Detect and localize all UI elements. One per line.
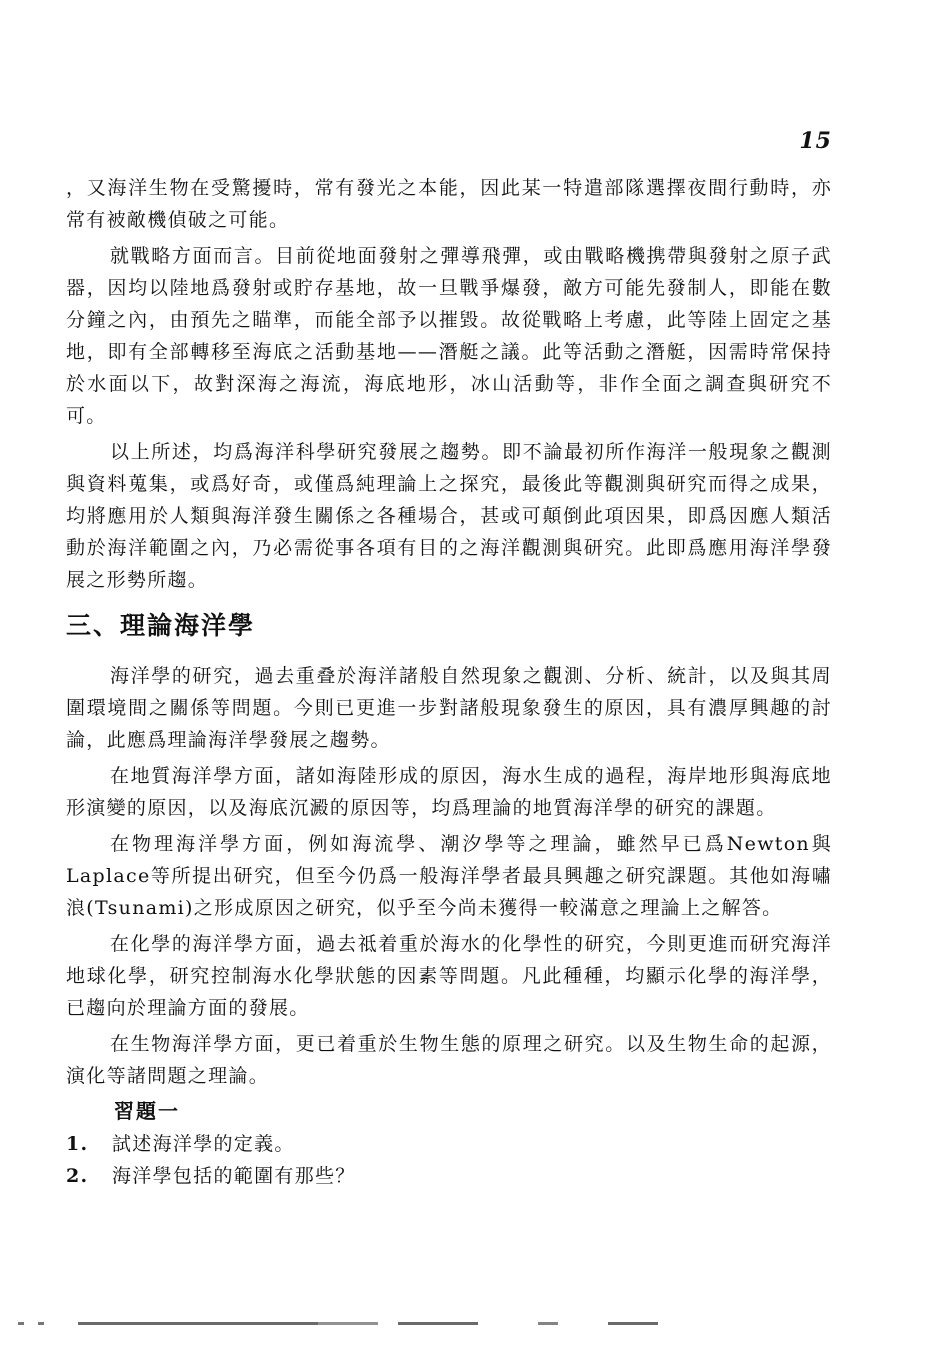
paragraph-theory-intro: 海洋學的研究，過去重叠於海洋諸般自然現象之觀測、分析、統計，以及與其周圍環境間之關係等問題。今則已更進一步對諸般現象發生的原因，具有濃厚興趣的討論，此應爲理論海洋學發展之趨勢。 <box>66 665 832 751</box>
paragraph-geological: 在地質海洋學方面，諸如海陸形成的原因，海水生成的過程，海岸地形與海底地形演變的原因，以及海底沉澱的原因等，均爲理論的地質海洋學的研究的課題。 <box>66 765 832 819</box>
exercise-number: 2. <box>66 1165 89 1187</box>
paragraph-continuation: ，又海洋生物在受驚擾時，常有發光之本能，因此某一特遣部隊選擇夜間行動時，亦常有被敵機偵破之可能。 <box>66 177 832 231</box>
page-body <box>66 172 832 1192</box>
paragraph-chemical: 在化學的海洋學方面，過去祗着重於海水的化學性的研究，今則更進而研究海洋地球化學，研究控制海水化學狀態的因素等問題。凡此種種，均顯示化學的海洋學，已趨向於理論方面的發展。 <box>66 933 832 1019</box>
exercise-list <box>66 1128 832 1192</box>
paragraph-biological: 在生物海洋學方面，更已着重於生物生態的原理之研究。以及生物生命的起源，演化等諸問題之理論。 <box>66 1033 832 1087</box>
exercise-title: 習題一 <box>114 1099 180 1123</box>
paragraph-strategy: 就戰略方面而言。目前從地面發射之彈導飛彈，或由戰略機携帶與發射之原子武器，因均以陸地爲發射或貯存基地，故一旦戰爭爆發，敵方可能先發制人，即能在數分鐘之內，由預先之瞄準，而能全部予以摧毀。故從戰略上考慮，此等陸上固定之基地，即有全部轉移至海底之活動基地——潛艇之議。此等活動之潛艇，因需時常保持於水面以下，故對深海之海流，海底地形，冰山活動等，非作全面之調查與研究不可。 <box>66 245 832 427</box>
exercise-item <box>66 1160 832 1192</box>
exercise-item <box>66 1128 832 1160</box>
paragraph-physical: 在物理海洋學方面，例如海流學、潮汐學等之理論，雖然早已爲Newton與Laplace等所提出研究，但至今仍爲一般海洋學者最具興趣之研究課題。其他如海嘯浪(Tsunami)之形成原因之研究，似乎至今尚未獲得一較滿意之理論上之解答。 <box>66 833 832 919</box>
exercise-text: 試述海洋學的定義。 <box>112 1133 295 1155</box>
exercise-text: 海洋學包括的範圍有那些？ <box>112 1165 356 1187</box>
section-heading: 三、理論海洋學 <box>66 611 256 640</box>
paragraph-trends-summary: 以上所述，均爲海洋科學研究發展之趨勢。即不論最初所作海洋一般現象之觀測與資料蒐集，或爲好奇，或僅爲純理論上之探究，最後此等觀測與研究而得之成果，均將應用於人類與海洋發生關係之各種場合，甚或可顛倒此項因果，即爲因應人類活動於海洋範圍之內，乃必需從事各項有目的之海洋觀測與研究。此即爲應用海洋學發展之形勢所趨。 <box>66 441 832 591</box>
exercise-number: 1. <box>66 1133 89 1155</box>
page-number: 15 <box>799 128 832 154</box>
scan-artifact-line <box>18 1322 658 1325</box>
